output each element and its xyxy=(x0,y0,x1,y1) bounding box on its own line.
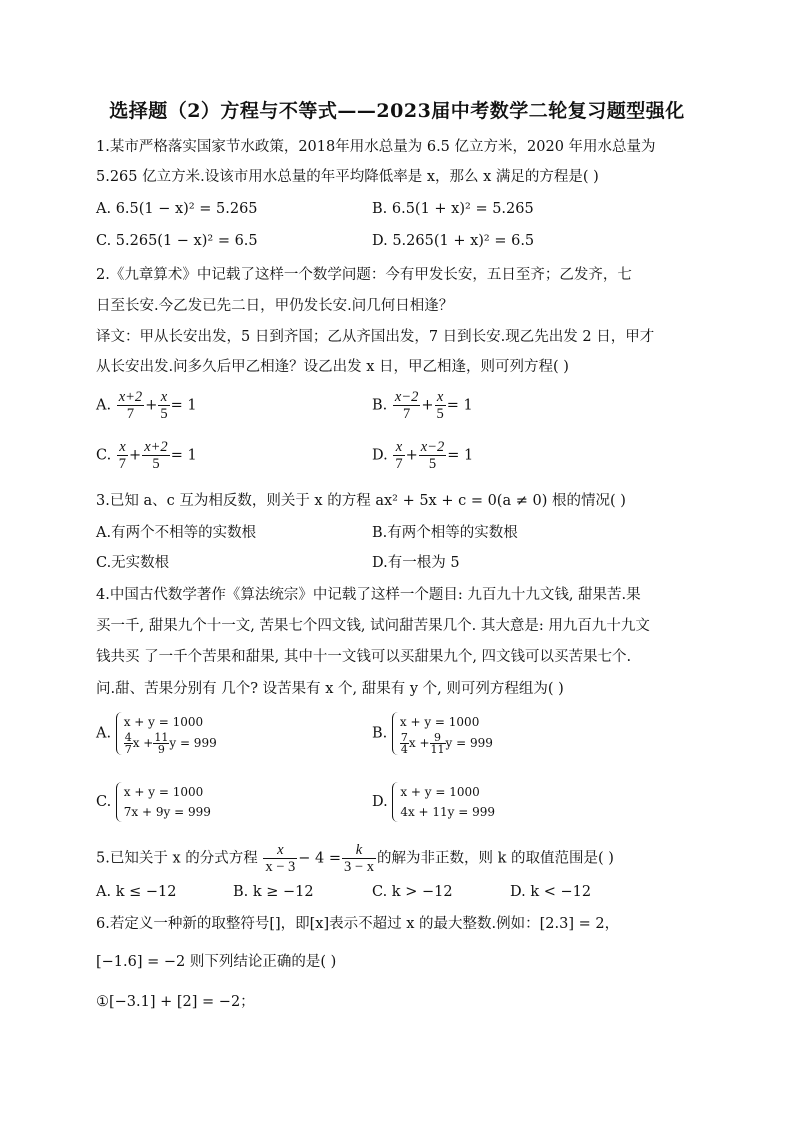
q1-stem-line2: 5.265 亿立方米.设该市用水总量的年平均降低率是 x，那么 x 满足的方程是( ) xyxy=(96,169,599,185)
q2-option-a xyxy=(96,389,197,422)
q1-option-b: B. 6.5(1 + x)² = 5.265 xyxy=(372,201,534,217)
q4-option-b xyxy=(372,712,493,755)
q2-translation-line2: 从长安出发.问多久后甲乙相逢？设乙出发 x 日，甲乙相逢，则可列方程( ) xyxy=(96,359,569,375)
numerator: 4 xyxy=(124,731,132,744)
q5-stem xyxy=(96,842,614,875)
fraction xyxy=(117,439,128,472)
numerator: 9 xyxy=(430,732,446,744)
q5-stem-pre: 5.已知关于 x 的分式方程 xyxy=(96,850,258,867)
system-row-2: 7x + 9y = 999 xyxy=(123,805,211,819)
fraction xyxy=(393,389,420,422)
q4-stem-line2: 买一千, 甜果九个十一文, 苦果七个四文钱, 试问甜苦果几个. 其大意是: 用九百九十九文 xyxy=(96,618,650,634)
denominator: x − 3 xyxy=(265,859,296,875)
denominator: 7 xyxy=(126,406,135,422)
q4-stem-line1: 4.中国古代数学著作《算法统宗》中记载了这样一个题目: 九百九十九文钱, 甜果苦.果 xyxy=(96,587,641,603)
q4-option-c xyxy=(96,782,211,822)
fraction xyxy=(142,439,169,472)
denominator: 4 xyxy=(400,743,408,756)
equals-one: = 1 xyxy=(170,447,197,464)
q4-option-d xyxy=(372,782,495,822)
fraction xyxy=(158,389,169,422)
numerator: x+2 xyxy=(144,439,168,455)
denominator: 5 xyxy=(428,456,437,472)
term: x + xyxy=(132,736,154,750)
q1-stem-line1: 1.某市严格落实国家节水政策，2018年用水总量为 6.5 亿立方米，2020 年用水总量为 xyxy=(96,139,656,155)
operator: + xyxy=(405,447,418,464)
q4-stem-line3: 钱共买 了一千个苦果和甜果, 其中十一文钱可以买甜果九个, 四文钱可以买苦果七个. xyxy=(96,649,632,665)
term: y = 999 xyxy=(169,736,217,750)
denominator: 9 xyxy=(157,743,165,756)
option-label: B. xyxy=(372,725,388,742)
q2-option-b xyxy=(372,389,473,422)
denominator: 7 xyxy=(395,456,403,472)
q5-option-a: A. k ≤ −12 xyxy=(96,884,177,900)
denominator: 7 xyxy=(124,743,132,756)
numerator: x xyxy=(117,439,128,456)
numerator: 11 xyxy=(154,731,169,744)
q1-option-d: D. 5.265(1 + x)² = 6.5 xyxy=(372,233,535,249)
fraction xyxy=(419,439,446,472)
page-title: 选择题（2）方程与不等式——2023届中考数学二轮复习题型强化 xyxy=(109,100,685,122)
system-row-2 xyxy=(124,732,217,755)
system-row-1: x + y = 1000 xyxy=(123,785,204,799)
denominator: 5 xyxy=(152,456,160,472)
option-label: A. xyxy=(96,725,112,742)
equals-one: = 1 xyxy=(446,397,473,414)
option-label: C. xyxy=(96,794,112,810)
numerator: x xyxy=(393,439,404,456)
q5-stem-post: 的解为非正数，则 k 的取值范围是( ) xyxy=(376,850,614,867)
fraction xyxy=(430,732,446,755)
numerator: x xyxy=(263,842,297,859)
left-brace xyxy=(392,782,399,822)
left-brace xyxy=(392,712,399,755)
q5-option-c: C. k > −12 xyxy=(372,884,453,900)
q3-option-a: A.有两个不相等的实数根 xyxy=(96,525,257,541)
numerator: k xyxy=(342,842,376,859)
term: y = 999 xyxy=(445,736,493,750)
denominator: 7 xyxy=(118,456,127,472)
q1-option-a: A. 6.5(1 − x)² = 5.265 xyxy=(96,201,258,217)
system-row-1: x + y = 1000 xyxy=(123,715,204,729)
q5-stem-mid: − 4 = xyxy=(298,850,342,867)
q2-option-d xyxy=(372,439,473,472)
fraction xyxy=(400,732,409,755)
equals-one: = 1 xyxy=(447,447,474,464)
denominator: 3 − x xyxy=(344,859,374,875)
option-label: A. xyxy=(96,397,112,414)
option-label: C. xyxy=(96,447,112,464)
option-label: B. xyxy=(372,397,388,414)
left-brace xyxy=(116,782,123,822)
q5-option-d: D. k < −12 xyxy=(510,884,592,900)
q3-option-d: D.有一根为 5 xyxy=(372,555,460,571)
left-brace xyxy=(116,712,123,755)
numerator: x xyxy=(158,389,169,406)
denominator: 11 xyxy=(430,743,445,756)
operator: + xyxy=(421,397,434,414)
term: x + xyxy=(408,736,430,750)
fraction xyxy=(263,842,297,875)
q6-stem-line1: 6.若定义一种新的取整符号[]，即[x]表示不超过 x 的最大整数.例如：[2.3] = 2， xyxy=(96,916,620,932)
numerator: x xyxy=(435,389,446,406)
system-row-1: x + y = 1000 xyxy=(400,785,480,799)
operator: + xyxy=(145,397,158,414)
q2-option-c xyxy=(96,439,197,472)
fraction xyxy=(393,439,404,472)
equation-system xyxy=(116,782,211,822)
fraction xyxy=(435,389,446,422)
system-row-2: 4x + 11y = 999 xyxy=(400,805,496,819)
q1-option-c: C. 5.265(1 − x)² = 6.5 xyxy=(96,233,258,249)
q3-option-b: B.有两个相等的实数根 xyxy=(372,525,518,541)
numerator: x−2 xyxy=(394,389,419,405)
system-row-2 xyxy=(400,732,493,755)
q5-option-b: B. k ≥ −12 xyxy=(233,884,314,900)
operator: + xyxy=(129,447,142,464)
q4-stem-line4: 问.甜、苦果分别有 几个? 设苦果有 x 个, 甜果有 y 个, 则可列方程组为( ) xyxy=(96,681,564,697)
fraction xyxy=(153,732,169,755)
q3-option-c: C.无实数根 xyxy=(96,555,170,571)
fraction xyxy=(342,842,376,875)
equals-one: = 1 xyxy=(170,397,197,414)
denominator: 7 xyxy=(402,406,411,422)
option-label: D. xyxy=(372,447,388,464)
fraction xyxy=(117,389,144,422)
numerator: x−2 xyxy=(420,439,445,455)
numerator: 7 xyxy=(400,731,408,744)
denominator: 5 xyxy=(436,406,444,422)
q2-stem-line1: 2.《九章算术》中记载了这样一个数学问题：今有甲发长安，五日至齐；乙发齐，七 xyxy=(96,267,632,283)
system-row-1: x + y = 1000 xyxy=(399,715,480,729)
denominator: 5 xyxy=(160,406,168,422)
fraction xyxy=(124,732,133,755)
q6-statement-1: ①[−3.1] + [2] = −2； xyxy=(96,994,255,1010)
equation-system xyxy=(392,712,493,755)
q3-stem: 3.已知 a、c 互为相反数，则关于 x 的方程 ax² + 5x + c = 0(a ≠ 0) 根的情况( ) xyxy=(96,493,626,509)
q6-stem-line2: [−1.6] = −2 则下列结论正确的是( ) xyxy=(96,954,337,970)
equation-system xyxy=(392,782,495,822)
equation-system xyxy=(116,712,217,755)
q2-stem-line2: 日至长安.今乙发已先二日，甲仍发长安.问几何日相逢？ xyxy=(96,298,454,314)
numerator: x+2 xyxy=(118,389,143,405)
q2-translation-line1: 译文：甲从长安出发，5 日到齐国；乙从齐国出发，7 日到长安.现乙先出发 2 日，甲才 xyxy=(96,329,655,345)
option-label: D. xyxy=(372,794,388,810)
q4-option-a xyxy=(96,712,217,755)
